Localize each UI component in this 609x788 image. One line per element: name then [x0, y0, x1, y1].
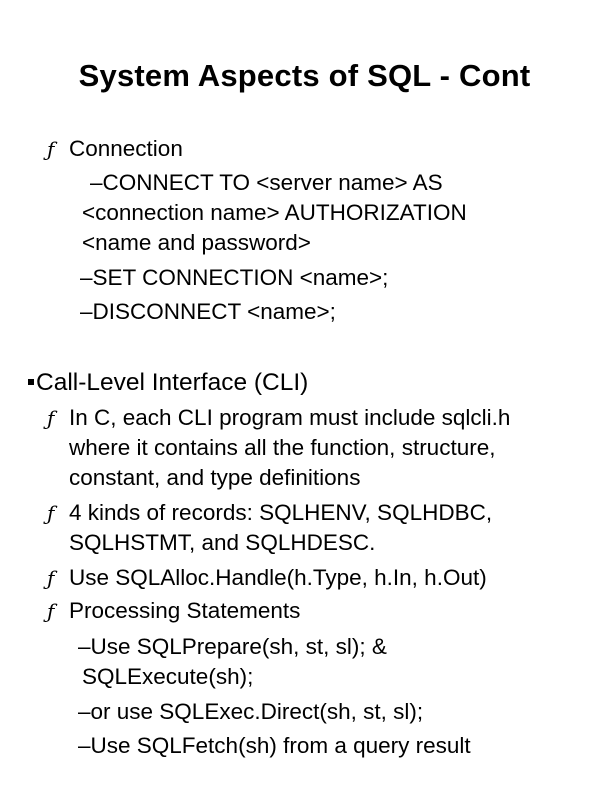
processing-line: –Use SQLFetch(sh) from a query result [78, 733, 471, 758]
cli-bullet-line: where it contains all the function, structure, [69, 435, 496, 460]
cli-bullet-line: In C, each CLI program must include sqlcli.h [69, 405, 511, 430]
connection-line: –CONNECT TO <server name> AS [90, 170, 443, 195]
f-bullet-icon: ƒ [47, 599, 55, 623]
f-bullet-icon: ƒ [47, 137, 55, 161]
processing-line: SQLExecute(sh); [82, 664, 254, 689]
connection-line: –SET CONNECTION <name>; [80, 265, 389, 290]
connection-line: <connection name> AUTHORIZATION [82, 200, 467, 225]
f-bullet-icon: ƒ [47, 566, 55, 590]
cli-heading: Call-Level Interface (CLI) [36, 369, 309, 396]
cli-bullet-line: SQLHSTMT, and SQLHDESC. [69, 530, 376, 555]
slide-title: System Aspects of SQL - Cont [78, 58, 531, 93]
connection-label: Connection [69, 136, 183, 161]
connection-line: –DISCONNECT <name>; [80, 299, 336, 324]
processing-label: Processing Statements [69, 598, 301, 623]
cli-bullet-line: constant, and type definitions [69, 465, 361, 490]
cli-bullet-line: 4 kinds of records: SQLHENV, SQLHDBC, [69, 500, 493, 525]
connection-line: <name and password> [82, 230, 311, 255]
cli-bullet-line: Use SQLAlloc.Handle(h.Type, h.In, h.Out) [69, 565, 487, 590]
processing-line: –or use SQLExec.Direct(sh, st, sl); [78, 699, 424, 724]
square-bullet-icon [28, 379, 34, 385]
processing-line: –Use SQLPrepare(sh, st, sl); & [78, 634, 387, 659]
f-bullet-icon: ƒ [47, 501, 55, 525]
f-bullet-icon: ƒ [47, 406, 55, 430]
